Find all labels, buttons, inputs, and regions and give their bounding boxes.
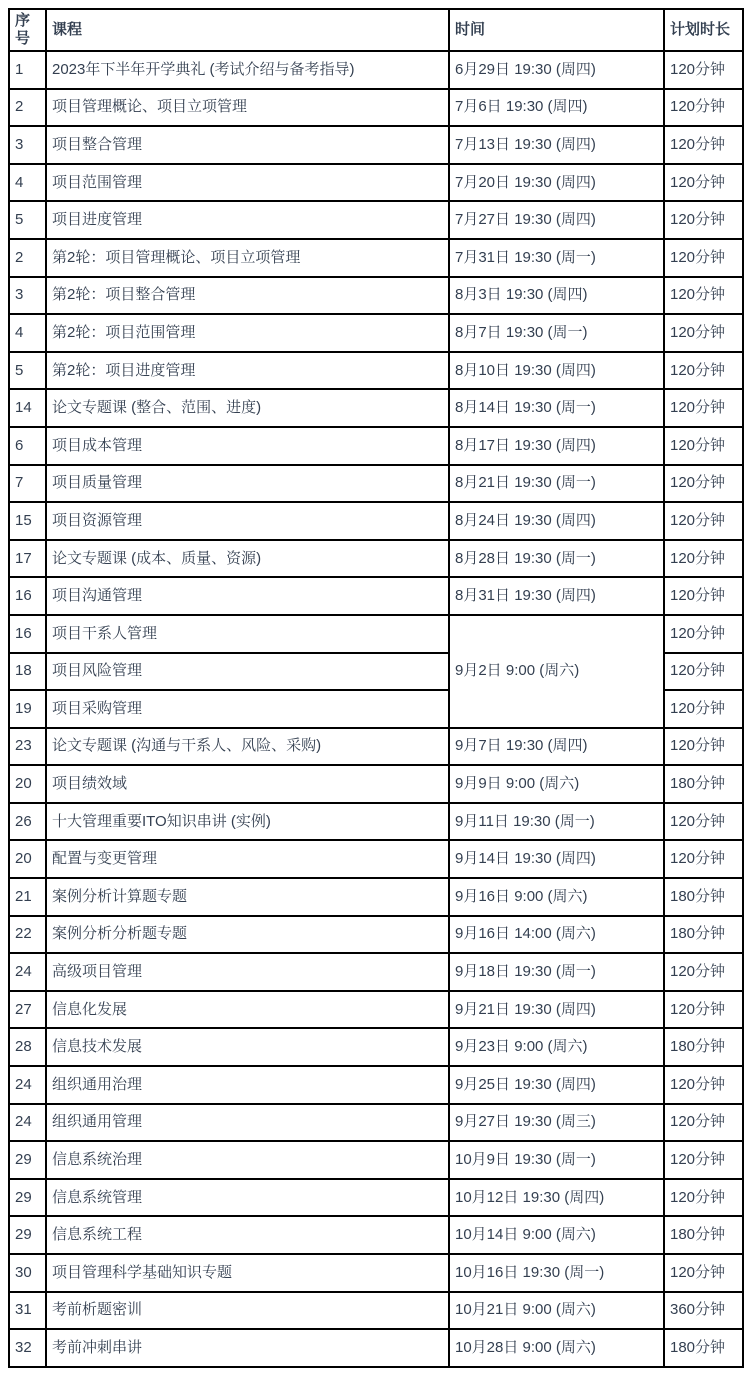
header-no: 序号 [9, 9, 46, 51]
course-duration: 120分钟 [664, 239, 743, 277]
course-name: 信息技术发展 [46, 1028, 449, 1066]
course-name: 项目沟通管理 [46, 577, 449, 615]
row-number: 2 [9, 239, 46, 277]
row-number: 27 [9, 991, 46, 1029]
table-row [9, 126, 743, 164]
course-duration: 120分钟 [664, 89, 743, 127]
course-name: 项目资源管理 [46, 502, 449, 540]
course-name: 项目绩效域 [46, 765, 449, 803]
course-name: 项目质量管理 [46, 465, 449, 503]
table-row [9, 916, 743, 954]
table-row [9, 615, 743, 653]
row-number: 3 [9, 126, 46, 164]
row-number: 2 [9, 89, 46, 127]
course-duration: 120分钟 [664, 1254, 743, 1292]
course-name: 项目进度管理 [46, 201, 449, 239]
table-row [9, 314, 743, 352]
course-duration: 120分钟 [664, 803, 743, 841]
course-duration: 120分钟 [664, 465, 743, 503]
course-time: 9月11日 19:30 (周一) [449, 803, 664, 841]
course-name: 项目干系人管理 [46, 615, 449, 653]
row-number: 5 [9, 201, 46, 239]
course-name: 第2轮：项目整合管理 [46, 277, 449, 315]
course-time: 9月18日 19:30 (周一) [449, 953, 664, 991]
table-row [9, 239, 743, 277]
course-time: 10月16日 19:30 (周一) [449, 1254, 664, 1292]
course-time: 9月14日 19:30 (周四) [449, 840, 664, 878]
table-row [9, 765, 743, 803]
course-time: 8月3日 19:30 (周四) [449, 277, 664, 315]
course-time: 9月27日 19:30 (周三) [449, 1104, 664, 1142]
course-time: 8月24日 19:30 (周四) [449, 502, 664, 540]
table-row [9, 427, 743, 465]
table-row [9, 389, 743, 427]
course-name: 论文专题课 (整合、范围、进度) [46, 389, 449, 427]
table-row [9, 502, 743, 540]
course-time: 8月17日 19:30 (周四) [449, 427, 664, 465]
course-duration: 120分钟 [664, 164, 743, 202]
course-duration: 120分钟 [664, 540, 743, 578]
header-course: 课程 [46, 9, 449, 51]
row-number: 14 [9, 389, 46, 427]
table-row [9, 1254, 743, 1292]
table-row [9, 89, 743, 127]
course-duration: 120分钟 [664, 991, 743, 1029]
course-duration: 120分钟 [664, 1104, 743, 1142]
course-name: 论文专题课 (成本、质量、资源) [46, 540, 449, 578]
header-row [9, 9, 743, 51]
row-number: 17 [9, 540, 46, 578]
row-number: 29 [9, 1179, 46, 1217]
course-name: 项目管理科学基础知识专题 [46, 1254, 449, 1292]
course-name: 项目管理概论、项目立项管理 [46, 89, 449, 127]
table-row [9, 1179, 743, 1217]
course-name: 配置与变更管理 [46, 840, 449, 878]
row-number: 5 [9, 352, 46, 390]
table-row [9, 577, 743, 615]
course-duration: 180分钟 [664, 765, 743, 803]
course-time: 7月31日 19:30 (周一) [449, 239, 664, 277]
course-time: 7月13日 19:30 (周四) [449, 126, 664, 164]
course-time: 8月7日 19:30 (周一) [449, 314, 664, 352]
course-name: 项目风险管理 [46, 653, 449, 691]
course-name: 考前析题密训 [46, 1292, 449, 1330]
row-number: 24 [9, 953, 46, 991]
course-duration: 120分钟 [664, 352, 743, 390]
course-time: 7月6日 19:30 (周四) [449, 89, 664, 127]
table-row [9, 1292, 743, 1330]
course-time: 9月9日 9:00 (周六) [449, 765, 664, 803]
table-row [9, 991, 743, 1029]
course-time: 10月14日 9:00 (周六) [449, 1216, 664, 1254]
table-row [9, 352, 743, 390]
course-time: 10月28日 9:00 (周六) [449, 1329, 664, 1367]
course-duration: 120分钟 [664, 953, 743, 991]
course-time: 8月10日 19:30 (周四) [449, 352, 664, 390]
course-duration: 120分钟 [664, 577, 743, 615]
course-name: 第2轮：项目管理概论、项目立项管理 [46, 239, 449, 277]
course-duration: 120分钟 [664, 51, 743, 89]
table-row [9, 1028, 743, 1066]
course-duration: 120分钟 [664, 653, 743, 691]
course-duration: 120分钟 [664, 502, 743, 540]
course-time: 8月28日 19:30 (周一) [449, 540, 664, 578]
row-number: 29 [9, 1141, 46, 1179]
row-number: 16 [9, 615, 46, 653]
table-row [9, 1216, 743, 1254]
course-duration: 120分钟 [664, 314, 743, 352]
course-schedule-table [8, 8, 744, 1368]
table-row [9, 840, 743, 878]
course-duration: 120分钟 [664, 690, 743, 728]
course-name: 案例分析分析题专题 [46, 916, 449, 954]
table-row [9, 1104, 743, 1142]
table-row [9, 540, 743, 578]
row-number: 15 [9, 502, 46, 540]
row-number: 24 [9, 1104, 46, 1142]
row-number: 24 [9, 1066, 46, 1104]
table-row [9, 1329, 743, 1367]
row-number: 1 [9, 51, 46, 89]
course-time: 9月21日 19:30 (周四) [449, 991, 664, 1029]
row-number: 21 [9, 878, 46, 916]
course-time: 9月2日 9:00 (周六) [449, 615, 664, 728]
course-name: 项目整合管理 [46, 126, 449, 164]
course-name: 项目范围管理 [46, 164, 449, 202]
row-number: 23 [9, 728, 46, 766]
row-number: 16 [9, 577, 46, 615]
course-time: 9月23日 9:00 (周六) [449, 1028, 664, 1066]
course-name: 高级项目管理 [46, 953, 449, 991]
course-duration: 120分钟 [664, 1141, 743, 1179]
course-time: 7月20日 19:30 (周四) [449, 164, 664, 202]
course-time: 9月16日 9:00 (周六) [449, 878, 664, 916]
course-duration: 180分钟 [664, 878, 743, 916]
course-name: 论文专题课 (沟通与干系人、风险、采购) [46, 728, 449, 766]
course-name: 信息系统治理 [46, 1141, 449, 1179]
row-number: 4 [9, 314, 46, 352]
row-number: 19 [9, 690, 46, 728]
course-name: 考前冲刺串讲 [46, 1329, 449, 1367]
course-name: 第2轮：项目范围管理 [46, 314, 449, 352]
course-name: 信息系统工程 [46, 1216, 449, 1254]
table-row [9, 803, 743, 841]
course-name: 第2轮：项目进度管理 [46, 352, 449, 390]
table-row [9, 201, 743, 239]
row-number: 26 [9, 803, 46, 841]
table-row [9, 51, 743, 89]
course-duration: 120分钟 [664, 427, 743, 465]
course-time: 8月21日 19:30 (周一) [449, 465, 664, 503]
row-number: 20 [9, 840, 46, 878]
row-number: 29 [9, 1216, 46, 1254]
table-row [9, 1141, 743, 1179]
course-name: 信息系统管理 [46, 1179, 449, 1217]
course-duration: 360分钟 [664, 1292, 743, 1330]
course-name: 案例分析计算题专题 [46, 878, 449, 916]
row-number: 3 [9, 277, 46, 315]
course-name: 2023年下半年开学典礼 (考试介绍与备考指导) [46, 51, 449, 89]
course-time: 10月9日 19:30 (周一) [449, 1141, 664, 1179]
row-number: 30 [9, 1254, 46, 1292]
table-row [9, 878, 743, 916]
course-name: 组织通用治理 [46, 1066, 449, 1104]
course-duration: 120分钟 [664, 1066, 743, 1104]
row-number: 20 [9, 765, 46, 803]
table-header [9, 9, 743, 51]
course-duration: 120分钟 [664, 840, 743, 878]
table-row [9, 465, 743, 503]
course-duration: 120分钟 [664, 1179, 743, 1217]
course-name: 组织通用管理 [46, 1104, 449, 1142]
table-row [9, 277, 743, 315]
course-duration: 120分钟 [664, 277, 743, 315]
course-duration: 120分钟 [664, 126, 743, 164]
course-duration: 120分钟 [664, 728, 743, 766]
course-duration: 180分钟 [664, 916, 743, 954]
row-number: 32 [9, 1329, 46, 1367]
table-row [9, 164, 743, 202]
course-time: 8月14日 19:30 (周一) [449, 389, 664, 427]
course-duration: 180分钟 [664, 1216, 743, 1254]
table-row [9, 728, 743, 766]
course-time: 10月12日 19:30 (周四) [449, 1179, 664, 1217]
course-name: 项目成本管理 [46, 427, 449, 465]
row-number: 6 [9, 427, 46, 465]
course-name: 十大管理重要ITO知识串讲 (实例) [46, 803, 449, 841]
course-duration: 120分钟 [664, 615, 743, 653]
course-time: 9月25日 19:30 (周四) [449, 1066, 664, 1104]
course-time: 7月27日 19:30 (周四) [449, 201, 664, 239]
course-time: 9月7日 19:30 (周四) [449, 728, 664, 766]
course-duration: 180分钟 [664, 1028, 743, 1066]
row-number: 18 [9, 653, 46, 691]
row-number: 22 [9, 916, 46, 954]
course-table-body [9, 51, 743, 1367]
header-time: 时间 [449, 9, 664, 51]
course-duration: 120分钟 [664, 201, 743, 239]
row-number: 7 [9, 465, 46, 503]
header-duration: 计划时长 [664, 9, 743, 51]
course-name: 项目采购管理 [46, 690, 449, 728]
course-name: 信息化发展 [46, 991, 449, 1029]
table-row [9, 953, 743, 991]
course-time: 9月16日 14:00 (周六) [449, 916, 664, 954]
course-duration: 120分钟 [664, 389, 743, 427]
course-time: 8月31日 19:30 (周四) [449, 577, 664, 615]
course-time: 6月29日 19:30 (周四) [449, 51, 664, 89]
course-time: 10月21日 9:00 (周六) [449, 1292, 664, 1330]
course-duration: 180分钟 [664, 1329, 743, 1367]
row-number: 31 [9, 1292, 46, 1330]
table-row [9, 1066, 743, 1104]
row-number: 4 [9, 164, 46, 202]
row-number: 28 [9, 1028, 46, 1066]
